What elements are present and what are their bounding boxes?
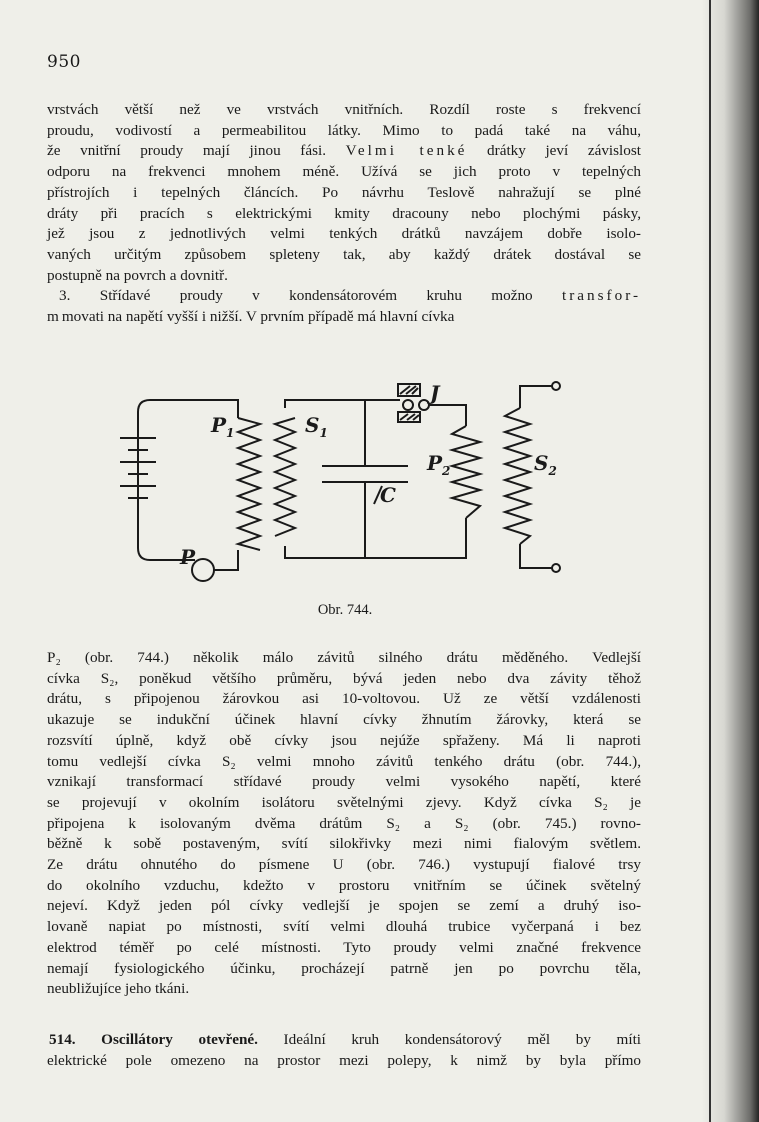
- circuit-diagram: [100, 378, 580, 593]
- label-p1: $P_1$: [211, 413, 235, 440]
- text-line: dráty při pracích s elektrickými kmity dracouny nebo plochými pásky,: [47, 204, 641, 222]
- battery-wire: [138, 400, 200, 560]
- spark-ball: [403, 400, 413, 410]
- terminal: [552, 382, 560, 390]
- tesla-wire-top: [285, 400, 400, 408]
- text-line: odporu na frekvenci mnohem méně. Užívá se jich proto v tepelných: [47, 163, 641, 181]
- figure-caption: Obr. 744.: [317, 602, 373, 618]
- text-line: [47, 307, 641, 328]
- text-line: nejeví. Když jeden pól cívky vedlejší je spojen se zemí a druhý iso-: [47, 897, 641, 915]
- text-line: lovaně napiat po místnosti, svítí velmi dlouhá trubice vyčerpaná i bez: [47, 918, 641, 936]
- text-line: běžně k sobě postaveným, svítí silokřivky mezi nimi fialovým světlem.: [47, 835, 641, 853]
- spaced-emphasis: transfor-: [562, 287, 642, 305]
- coil-p2: [452, 426, 480, 518]
- text-line: proudu, vodivostí a permeabilitou látky. Mimo to padá také na váhu,: [47, 121, 641, 139]
- section-514: [47, 1030, 641, 1071]
- text-line: [47, 141, 641, 162]
- text-line: Ze drátu ohnutého do písmene U (obr. 746.) vystupují fialové trsy: [47, 856, 641, 874]
- text-line: se projevují v okolním isolátoru světelnými zjevy. Když cívka S₂ je: [47, 793, 641, 811]
- lamp-symbol: [192, 559, 214, 581]
- s2-wire-bottom: [520, 544, 552, 568]
- text-line: tomu vedlejší cívka S₂ velmi mnoho závitů tenkého drátu (obr. 744.),: [47, 752, 641, 770]
- coil-s1: [275, 418, 295, 536]
- label-j: J: [430, 381, 440, 405]
- top-paragraph: [47, 100, 641, 328]
- terminal: [552, 564, 560, 572]
- section-heading: 514. Oscillátory otevřené.: [49, 1031, 258, 1048]
- text-line: vaných určitým způsobem spleteny tak, aby každý drátek dostával se: [47, 245, 641, 263]
- text-line: jež jsou z jednotlivých velmi tenkých drátků navzájem dobře isolo-: [47, 225, 641, 243]
- spark-ball: [419, 400, 429, 410]
- page-edge-line: [709, 0, 711, 1122]
- tesla-wire-bottom: [285, 518, 466, 558]
- s2-wire-top: [520, 386, 552, 408]
- text-line: neubližujíce jeho tkáni.: [47, 980, 190, 998]
- text-line: [47, 1030, 641, 1051]
- text-fragment: 3. Střídavé proudy v kondensátorovém kruhu možno: [59, 287, 533, 305]
- text-line: elektrod téměř po celé místnosti. Tyto proudy velmi značné frekvence: [47, 938, 641, 956]
- text-fragment: drátky jeví závislost: [487, 142, 641, 160]
- coil-p1: [238, 418, 260, 550]
- text-line: cívka S₂, poněkud většího průměru, bývá jeden nebo dva závity těhož: [47, 669, 641, 687]
- label-s1: $S_1$: [305, 413, 328, 440]
- p2-wire-top: [429, 405, 466, 426]
- text-line: postupně na povrch a dovnitř.: [47, 266, 228, 284]
- text-line: ukazuje se indukční účinek hlavní cívky žhnutím žárovky, která se: [47, 711, 641, 729]
- text-line: nemají fysiologického účinku, procházejí patrně jen po povrchu těla,: [47, 959, 641, 977]
- lamp-wire: [214, 550, 238, 570]
- text-line: vrstvách větší než ve vrstvách vnitřních. Rozdíl roste s frekvencí: [47, 101, 641, 118]
- text-line: přístrojích i tepelných článcích. Po návrhu Teslově nahražují se plné: [47, 183, 641, 201]
- spaced-emphasis: Velmi tenké: [345, 142, 468, 160]
- label-p2: $P_2$: [427, 451, 451, 478]
- text-line: vznikají transformací střídavé proudy velmi vysokého napětí, které: [47, 773, 641, 791]
- text-fragment: Ideální kruh kondensátorový měl by míti: [283, 1031, 642, 1048]
- spaced-emphasis: m: [47, 308, 62, 326]
- text-line: do okolního vzduchu, kdežto v prostoru vnitřním se účinek světelný: [47, 876, 641, 894]
- text-line: P₂ (obr. 744.) několik málo závitů silného drátu měděného. Vedlejší: [47, 649, 641, 666]
- page-number: 950: [47, 52, 81, 72]
- label-s2: $S_2$: [534, 451, 557, 478]
- text-line: drátu, s připojenou žárovkou asi 10-voltovou. Už ze větší vzdálenosti: [47, 690, 641, 708]
- text-line: elektrické pole omezeno na prostor mezi polepy, k nimž by byla přímo: [47, 1051, 641, 1069]
- coil-s2: [505, 408, 530, 544]
- text-line: rozsvítí úplně, když obě cívky jsou nejúže spřaženy. Má li naproti: [47, 731, 641, 749]
- text-line: [47, 286, 641, 307]
- label-c: C: [380, 483, 396, 507]
- text-fragment: že vnitřní proudy mají jinou fási.: [47, 142, 327, 160]
- bottom-paragraph: [47, 648, 641, 1000]
- text-line: připojena k isolovaným dvěma drátům S₂ a S₂ (obr. 745.) rovno-: [47, 814, 641, 832]
- label-p: P: [180, 545, 196, 569]
- text-fragment: movati na napětí vyšší i nižší. V prvním případě má hlavní cívka: [61, 308, 455, 326]
